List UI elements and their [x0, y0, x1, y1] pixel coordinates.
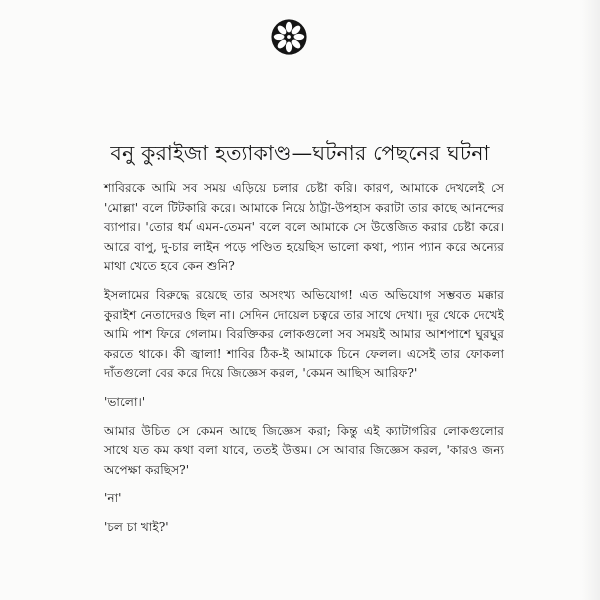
paragraph-2: ইসলামের বিরুদ্ধে রয়েছে তার অসংখ্য অভিযোগ! এত অভিযোগ সম্ভবত মক্কার কুরাইশ নেতাদেরও ছিল না। সেদিন দোয়েল চত্বরে তার সাথে দেখা। দূর থেকে দেখেই আমি পাশ ফিরে গেলাম। বিরক্তিকর লোকগুলো সব সময়ই আমার আশপাশে ঘুরঘুর করতে থাকে। কী জ্বালা! শাবির ঠিক-ই আমাকে চিনে ফেলল। এসেই তার ফোকলা দাঁতগুলো বের করে দিয়ে জিজ্ঞেস করল, 'কেমন আছিস আরিফ?': [104, 287, 504, 381]
paragraph-1: শাবিরকে আমি সব সময় এড়িয়ে চলার চেষ্টা করি। কারণ, আমাকে দেখলেই সে 'মোল্লা' বলে টিটকারি করে। আমাকে নিয়ে ঠাট্টা-উপহাস করাটা তার কাছে আনন্দের ব্যাপার। 'তোর ধর্ম এমন-তেমন' বলে বলে আমাকে সে উত্তেজিত করার চেষ্টা করে। আরে বাপু, দু-চার লাইন পড়ে পণ্ডিত হয়েছিস ভালো কথা, প্যান প্যান করে অন্যের মাথা খেতে হবে কেন শুনি?: [104, 181, 504, 274]
chapter-body: [104, 179, 504, 547]
lotus-flower-icon: [270, 18, 308, 56]
chapter-title: বনু কুরাইজা হত্যাকাণ্ড—ঘটনার পেছনের ঘটনা: [110, 141, 490, 165]
paragraph-3: 'ভালো।': [104, 394, 146, 409]
paragraph-4: আমার উচিত সে কেমন আছে জিজ্ঞেস করা; কিন্তু এই ক্যাটাগরির লোকগুলোর সাথে যত কম কথা বলা যাবে, ততই উত্তম। সে আবার জিজ্ঞেস করল, 'কারও জন্য অপেক্ষা করছিস?': [104, 423, 504, 477]
paragraph-6: 'চল চা খাই?': [104, 519, 169, 534]
paragraph-5: 'না': [104, 491, 122, 506]
